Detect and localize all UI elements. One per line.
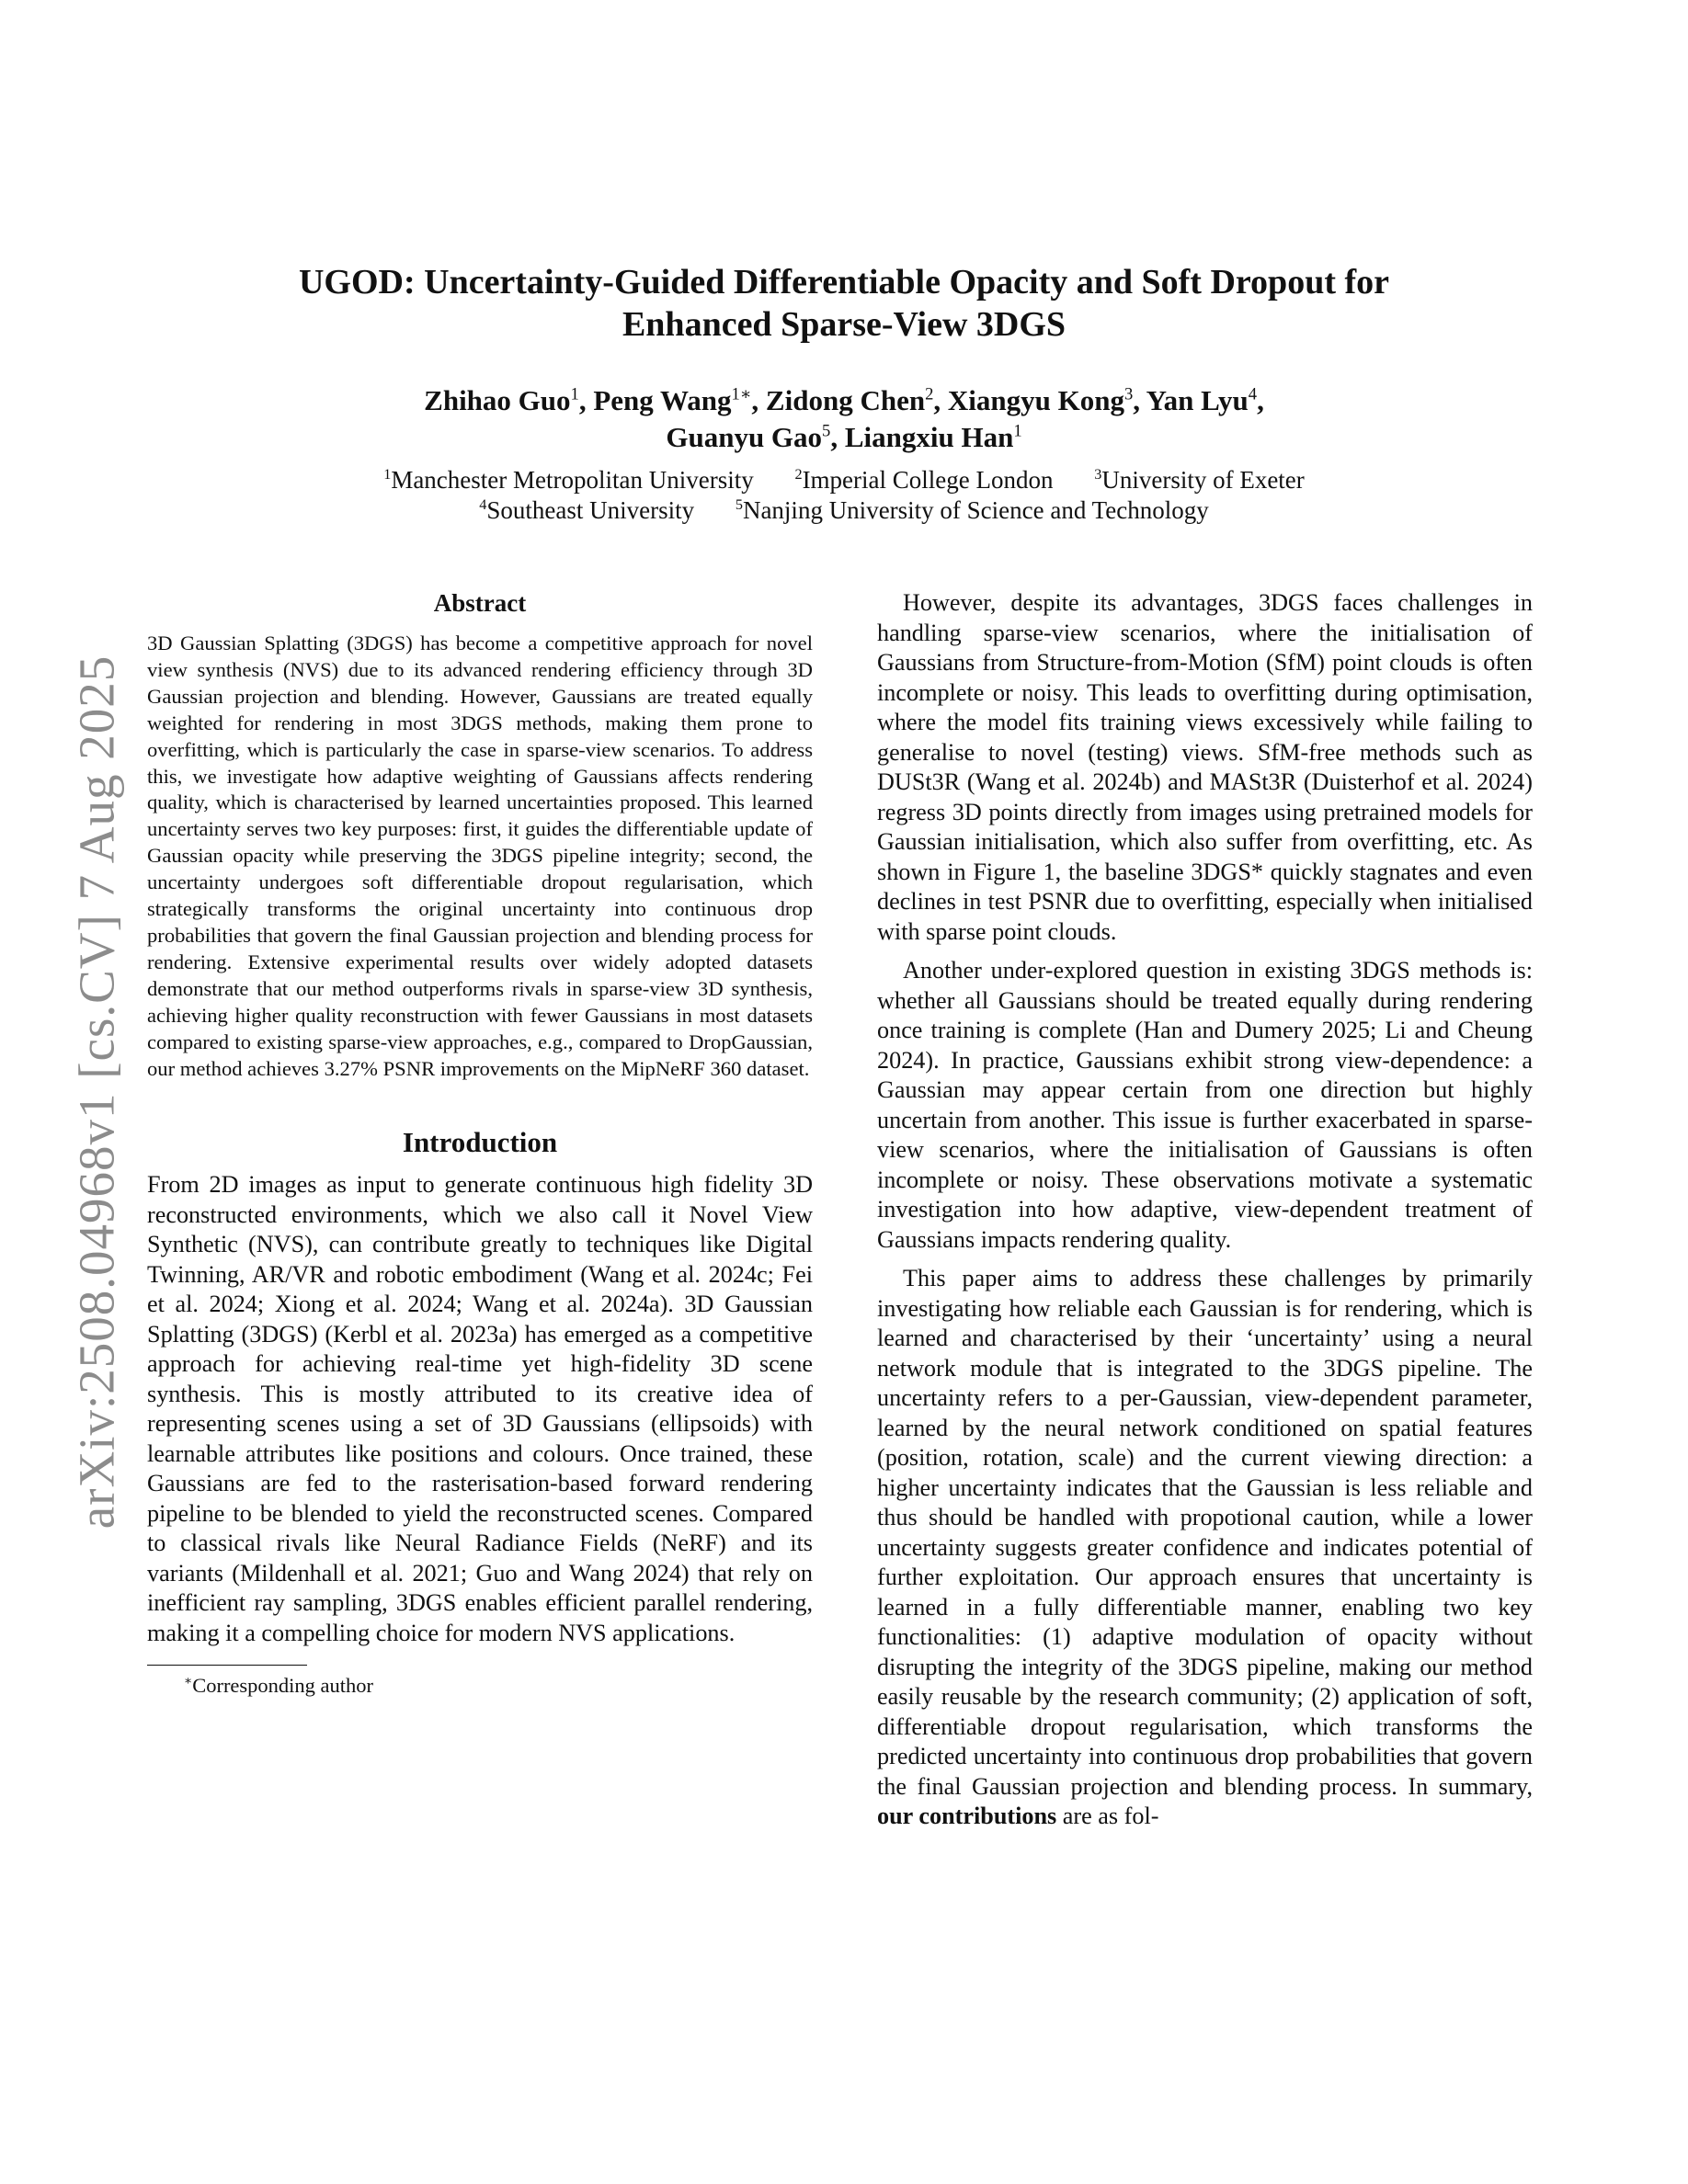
author: Zidong Chen$^2$ xyxy=(765,384,934,416)
affiliation: $^2$Imperial College London xyxy=(794,466,1054,494)
author: Zhihao Guo$^1$ xyxy=(424,384,579,416)
author: Yan Lyu$^4$ xyxy=(1146,384,1258,416)
body-paragraph: However, despite its advantages, 3DGS faces challenges in handling sparse-view scenarios, where the initialisation of Gaussians from Structure-from-Motion (SfM) point clouds is often incomplete or noisy. This leads to overfitting during optimisation, where the model fits training views excessively while failing to generalise to novel (testing) views. SfM-free methods such as DUSt3R (Wang et al. 2024b) and MASt3R (Duisterhof et al. 2024) regress 3D points directly from images using pretrained models for Gaussian initialisation, which also suffer from overfitting, etc. As shown in Figure 1, the baseline 3DGS* quickly stagnates and even declines in test PSNR due to overfitting, especially when initialised with sparse point clouds. xyxy=(877,589,1533,945)
abstract-text: 3D Gaussian Splatting (3DGS) has become a competitive approach for novel view synthesis (NVS) due to its advanced rendering efficiency through 3D Gaussian projection and blending. However, Gaussians are treated equally weighted for rendering in most 3DGS methods, making them prone to overfitting, which is particularly the case in sparse-view scenarios. To address this, we investigate how adaptive weighting of Gaussians affects rendering quality, which is characterised by learned uncertainties proposed. This learned uncertainty serves two key purposes: first, it guides the differentiable update of Gaussian opacity while preserving the 3DGS pipeline integrity; second, the uncertainty undergoes soft differentiable dropout regularisation, which strategically transforms the original uncertainty into continuous drop probabilities that govern the final Gaussian projection and blending process for rendering. Extensive experimental results over widely adopted datasets demonstrate that our method outperforms rivals in sparse-view 3D synthesis, achieving higher quality reconstruction with fewer Gaussians in most datasets compared to existing sparse-view approaches, e.g., compared to DropGaussian, our method achieves 3.27% PSNR improvements on the MipNeRF 360 dataset. xyxy=(147,631,813,1080)
affiliation: $^1$Manchester Metropolitan University xyxy=(383,466,754,494)
author: Peng Wang$^{1∗}$ xyxy=(593,384,752,416)
introduction-paragraph: From 2D images as input to generate continuous high fidelity 3D reconstructed environments, which we also call it Novel View Synthetic (NVS), can contribute greatly to techniques like Digital Twinning, AR/VR and robotic embodiment (Wang et al. 2024c; Fei et al. 2024; Xiong et al. 2024; Wang et al. 2024a). 3D Gaussian Splatting (3DGS) (Kerbl et al. 2023a) has emerged as a competitive approach for achieving real-time yet high-fidelity 3D scene synthesis. This is mostly attributed to its creative idea of representing scenes using a set of 3D Gaussians (ellipsoids) with learnable attributes like positions and colours. Once trained, these Gaussians are fed to the rasterisation-based forward rendering pipeline to be blended to yield the reconstructed scenes. Compared to classical rivals like Neural Radiance Fields (NeRF) and its variants (Mildenhall et al. 2021; Guo and Wang 2024) that rely on inefficient ray sampling, 3DGS enables efficient parallel rendering, making it a compelling choice for modern NVS applications. xyxy=(147,1171,813,1646)
footnote-rule xyxy=(147,1665,307,1666)
affiliation: $^5$Nanjing University of Science and Technology xyxy=(735,496,1209,524)
author-list: Zhihao Guo$^1$, Peng Wang$^{1∗}$, Zidong Chen$^2$, Xiangyu Kong$^3$, Yan Lyu$^4$, Guanyu Gao$^5$, Liangxiu Han$^1$ xyxy=(424,384,1264,453)
affiliation-list xyxy=(147,465,1541,526)
title-line-2: Enhanced Sparse-View 3DGS xyxy=(622,305,1066,344)
footnote: ∗Corresponding author xyxy=(184,1673,374,1698)
introduction-heading: Introduction xyxy=(402,1126,558,1159)
abstract-heading: Abstract xyxy=(433,589,527,617)
arxiv-identifier: arXiv:2508.04968v1 [cs.CV] 7 Aug 2025 xyxy=(68,654,125,1530)
affiliation: $^3$University of Exeter xyxy=(1094,466,1305,494)
left-column xyxy=(147,588,813,1699)
body-paragraph: Another under-explored question in existing 3DGS methods is: whether all Gaussians should be treated equally during rendering once training is complete (Han and Dumery 2025; Li and Cheung 2024). In practice, Gaussians exhibit strong view-dependence: a Gaussian may appear certain from one direction but highly uncertain from another. This issue is further exacerbated in sparse-view scenarios, where the initialisation of Gaussians is often incomplete or noisy. These observations motivate a systematic investigation into how adaptive, view-dependent treatment of Gaussians impacts rendering quality. xyxy=(877,957,1533,1253)
right-column xyxy=(877,588,1533,1841)
author: Guanyu Gao$^5$ xyxy=(666,421,831,453)
title-line-1: UGOD: Uncertainty-Guided Differentiable Opacity and Soft Dropout for xyxy=(298,263,1390,301)
body-paragraph: This paper aims to address these challenges by primarily investigating how reliable each Gaussian is for rendering, which is learned and characterised by their ‘uncertainty’ using a neural network module that is integrated to the 3DGS pipeline. The uncertainty refers to a per-Gaussian, view-dependent parameter, learned by the neural network conditioned on spatial features (position, rotation, scale) and the current viewing direction: a higher uncertainty indicates that the Gaussian is less reliable and thus should be handled with propotional caution, while a lower uncertainty suggests greater confidence and indicates potential of further exploitation. Our approach ensures that uncertainty is learned in a fully differentiable manner, enabling two key functionalities: (1) adaptive modulation of opacity without disrupting the integrity of the 3DGS pipeline, making our method easily reusable by the research community; (2) application of soft, differentiable dropout regularisation, which transforms the predicted uncertainty into continuous drop probabilities that govern the final Gaussian projection and blending process. In summary, our contributions are as fol- xyxy=(877,1265,1533,1829)
contributions-emphasis: our contributions xyxy=(877,1803,1057,1829)
paper-title xyxy=(147,261,1541,346)
author: Xiangyu Kong$^3$ xyxy=(947,384,1134,416)
affiliation: $^4$Southeast University xyxy=(479,496,695,524)
author: Liangxiu Han$^1$ xyxy=(844,421,1022,453)
